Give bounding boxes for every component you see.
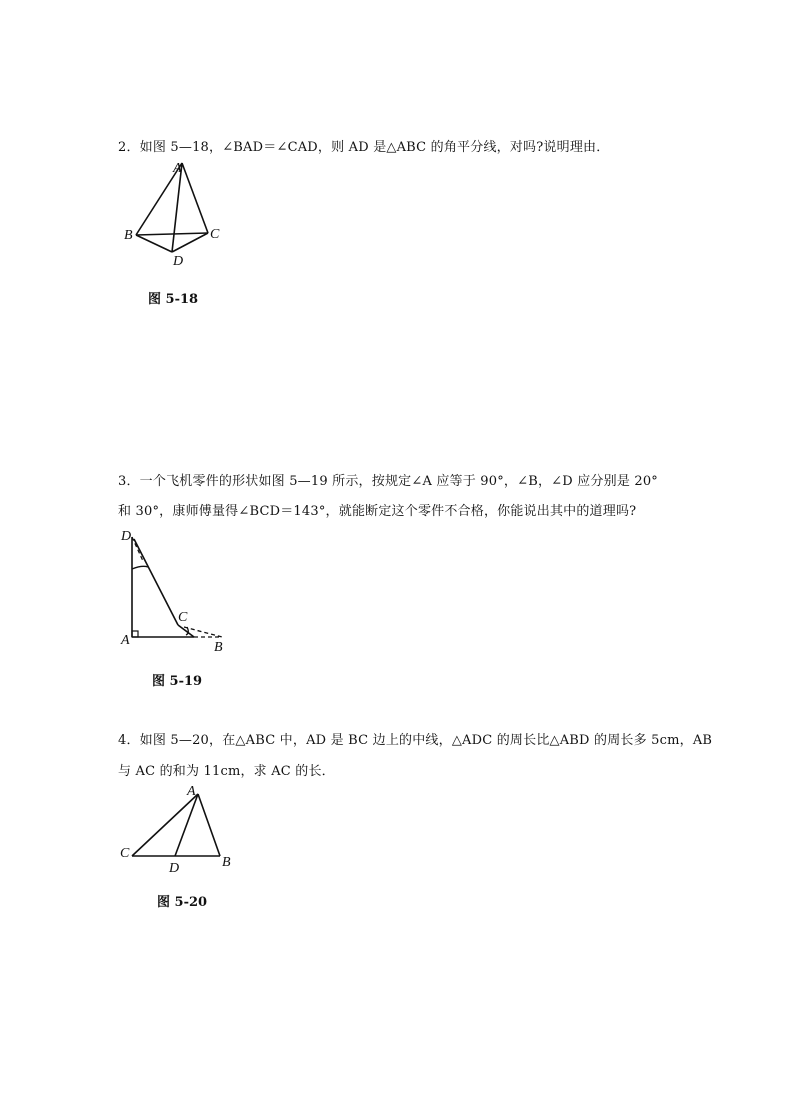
vertex-label-a: A <box>173 161 182 176</box>
figure-5-19 <box>118 523 233 658</box>
vertex-label-a: A <box>187 784 196 799</box>
vertex-label-d: D <box>173 254 184 269</box>
vertex-label-b: B <box>222 855 231 870</box>
segment-ac <box>182 163 208 233</box>
segment-cd <box>172 233 208 252</box>
segment-dc <box>134 539 178 625</box>
segment-bc <box>136 233 208 235</box>
vertex-label-c: C <box>178 610 188 625</box>
problem-3-text-line-2: 和 30°，康师傅量得∠BCD＝143°，就能断定这个零件不合格，你能说出其中的道理吗? <box>118 504 637 519</box>
vertex-label-c: C <box>120 846 130 861</box>
vertex-label-a: A <box>121 633 130 648</box>
segment-ab <box>198 794 220 856</box>
figure-caption-5-18: 图 5-18 <box>148 292 199 307</box>
problem-4-text-line-2: 与 AC 的和为 11cm，求 AC 的长． <box>118 764 335 779</box>
vertex-label-c: C <box>210 227 220 242</box>
right-angle-mark <box>132 631 138 637</box>
vertex-label-d: D <box>121 529 132 544</box>
figure-caption-5-20: 图 5-20 <box>157 895 208 910</box>
problem-2-text: 2．如图 5—18，∠BAD＝∠CAD，则 AD 是△ABC 的角平分线，对吗?说明理由． <box>118 140 610 155</box>
angle-arc-d <box>132 566 148 569</box>
figure-caption-5-19: 图 5-19 <box>152 674 203 689</box>
figure-5-20 <box>118 780 243 880</box>
dashed-extension-d <box>132 537 143 561</box>
vertex-label-b: B <box>214 640 223 655</box>
problem-4-text-line-1: 4．如图 5—20，在△ABC 中，AD 是 BC 边上的中线，△ADC 的周长比△ABD 的周长多 5cm，AB <box>118 733 713 748</box>
segment-cb <box>178 625 194 637</box>
dashed-extension-b1 <box>184 627 222 637</box>
segment-ca <box>132 794 198 856</box>
vertex-label-b: B <box>124 228 133 243</box>
segment-bd <box>136 235 172 252</box>
segment-ad <box>175 794 198 856</box>
figure-5-18 <box>118 155 228 270</box>
problem-3-text-line-1: 3．一个飞机零件的形状如图 5—19 所示，按规定∠A 应等于 90°，∠B，∠D 应分别是 20° <box>118 474 659 489</box>
vertex-label-d: D <box>169 861 180 876</box>
